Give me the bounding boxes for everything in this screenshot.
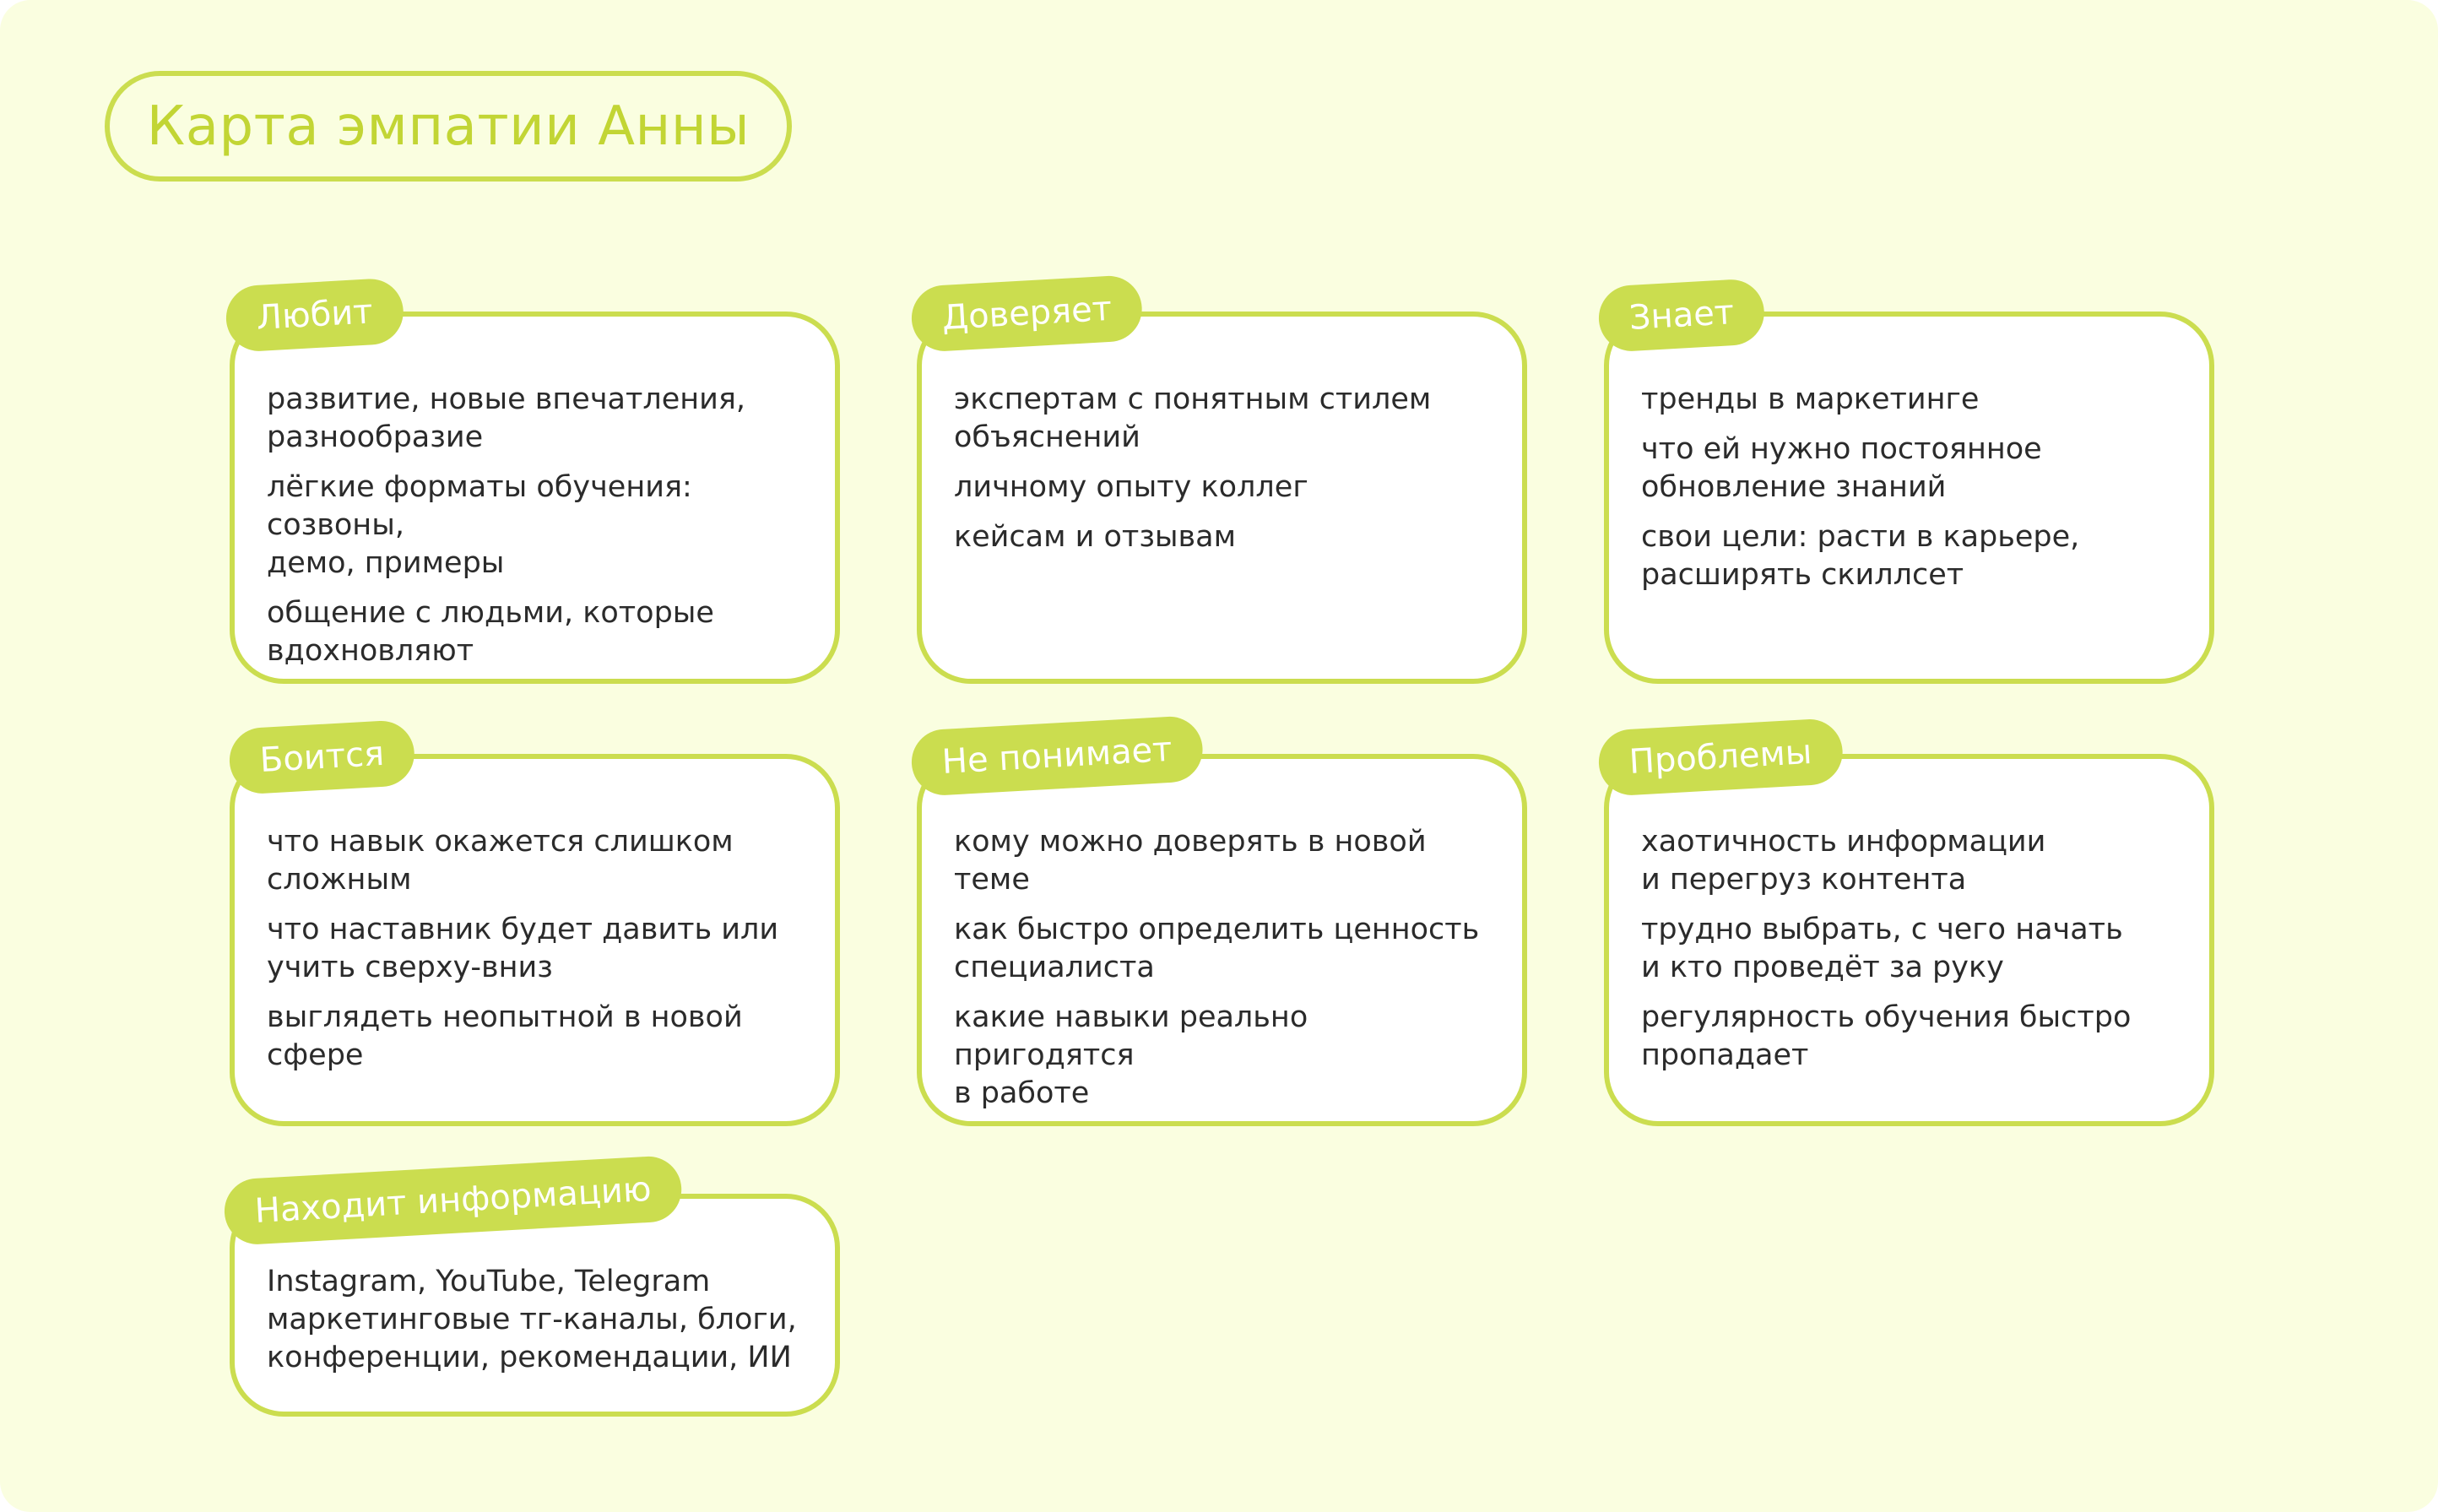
list-item: хаотичность информации и перегруз контента <box>1641 825 2046 897</box>
list-item: свои цели: расти в карьере, расширять скиллсет <box>1641 520 2080 592</box>
list-item: выглядеть неопытной в новой сфере <box>267 1000 743 1072</box>
list-item: экспертам с понятным стилем объяснений <box>954 382 1432 454</box>
list-item: кому можно доверять в новой теме <box>954 825 1427 897</box>
page-title <box>105 71 792 182</box>
card-fears-list <box>267 823 810 1087</box>
card-trusts <box>917 312 1527 684</box>
list-item: регулярность обучения быстро пропадает <box>1641 1000 2132 1072</box>
tag-trusts-label: Доверяет <box>940 289 1113 338</box>
tag-knows <box>1597 278 1766 353</box>
list-item: что наставник будет давить или учить сверху-вниз <box>267 913 779 984</box>
tag-fears-label: Боится <box>258 734 386 780</box>
card-knows <box>1604 312 2214 684</box>
card-does-not-understand <box>917 754 1527 1126</box>
list-item: Instagram, YouTube, Telegram <box>267 1265 711 1298</box>
tag-knows-label: Знает <box>1628 293 1736 338</box>
tag-trusts <box>910 274 1144 353</box>
list-item: трудно выбрать, с чего начать и кто проведёт за руку <box>1641 913 2123 984</box>
list-item: кейсам и отзывам <box>954 520 1237 554</box>
list-item: личному опыту коллег <box>954 470 1308 504</box>
list-item: лёгкие форматы обучения: созвоны, демо, примеры <box>267 470 692 580</box>
card-loves-list <box>267 381 810 682</box>
list-item: тренды в маркетинге <box>1641 382 1980 416</box>
tag-loves <box>225 277 405 353</box>
list-item: что навык окажется слишком сложным <box>267 825 734 897</box>
list-item: маркетинговые тг-каналы, блоги, <box>267 1303 797 1336</box>
tag-does-not-understand-label: Не понимает <box>940 729 1173 782</box>
card-fears <box>230 754 840 1126</box>
tag-problems <box>1597 718 1844 797</box>
list-item: общение с людьми, которые вдохновляют <box>267 596 714 668</box>
list-item: какие навыки реально пригодятся в работе <box>954 1000 1308 1110</box>
card-knows-list <box>1641 381 2184 606</box>
list-item: развитие, новые впечатления, разнообразие <box>267 382 746 454</box>
card-finds-information-list <box>267 1263 810 1377</box>
card-loves <box>230 312 840 684</box>
card-does-not-understand-list <box>954 823 1497 1125</box>
card-problems <box>1604 754 2214 1126</box>
list-item: что ей нужно постоянное обновление знаний <box>1641 432 2042 504</box>
tag-finds-information-label: Находит информацию <box>253 1169 653 1231</box>
card-trusts-list <box>954 381 1497 568</box>
tag-problems-label: Проблемы <box>1628 732 1813 782</box>
tag-fears <box>228 719 416 795</box>
list-item: как быстро определить ценность специалиста <box>954 913 1480 984</box>
card-problems-list <box>1641 823 2184 1087</box>
list-item: конференции, рекомендации, ИИ <box>267 1341 792 1374</box>
tag-loves-label: Любит <box>255 292 374 338</box>
page-title-text: Карта эмпатии Анны <box>146 95 750 158</box>
